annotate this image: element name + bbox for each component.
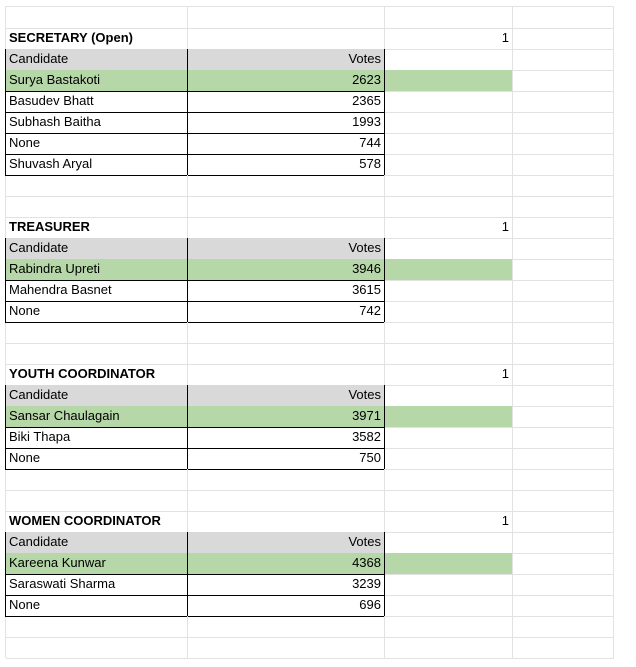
grid-cell[interactable]: [513, 511, 614, 533]
grid-cell[interactable]: [513, 616, 614, 638]
grid-cell[interactable]: [513, 133, 614, 155]
column-header-votes[interactable]: Votes: [188, 49, 385, 71]
grid-cell[interactable]: [513, 238, 614, 260]
vote-count[interactable]: 1993: [188, 112, 385, 134]
candidate-name[interactable]: Biki Thapa: [5, 427, 188, 449]
candidate-name[interactable]: Mahendra Basnet: [5, 280, 188, 302]
grid-cell[interactable]: [385, 175, 513, 197]
grid-cell[interactable]: [188, 490, 385, 512]
section-title[interactable]: WOMEN COORDINATOR: [6, 511, 188, 533]
grid-cell[interactable]: [385, 616, 513, 638]
vote-count[interactable]: 578: [188, 154, 385, 176]
grid-cell[interactable]: [385, 532, 513, 554]
grid-cell[interactable]: [188, 175, 385, 197]
section-title[interactable]: SECRETARY (Open): [6, 28, 188, 50]
section-title[interactable]: TREASURER: [6, 217, 188, 239]
grid-cell[interactable]: [385, 574, 513, 596]
vote-count[interactable]: 4368: [188, 553, 385, 575]
grid-cell[interactable]: [513, 259, 614, 281]
candidate-name[interactable]: Shuvash Aryal: [5, 154, 188, 176]
grid-cell[interactable]: [513, 532, 614, 554]
vote-count[interactable]: 3971: [188, 406, 385, 428]
grid-cell[interactable]: [385, 49, 513, 71]
candidate-name[interactable]: Subhash Baitha: [5, 112, 188, 134]
grid-cell[interactable]: [513, 637, 614, 659]
vote-count[interactable]: 744: [188, 133, 385, 155]
candidate-name[interactable]: Saraswati Sharma: [5, 574, 188, 596]
vote-count[interactable]: 2623: [188, 70, 385, 92]
winner-highlight[interactable]: [385, 70, 513, 92]
grid-cell[interactable]: [513, 217, 614, 239]
grid-cell[interactable]: [6, 196, 188, 218]
grid-cell[interactable]: [188, 343, 385, 365]
candidate-name[interactable]: None: [5, 595, 188, 617]
grid-cell[interactable]: [513, 406, 614, 428]
grid-cell[interactable]: [385, 133, 513, 155]
winner-highlight[interactable]: [385, 553, 513, 575]
grid-cell[interactable]: [385, 637, 513, 659]
candidate-name[interactable]: None: [5, 448, 188, 470]
grid-cell[interactable]: [385, 595, 513, 617]
grid-cell[interactable]: [513, 91, 614, 113]
grid-cell[interactable]: [513, 427, 614, 449]
grid-cell[interactable]: [513, 574, 614, 596]
grid-cell[interactable]: [6, 175, 188, 197]
grid-cell[interactable]: [188, 511, 385, 533]
grid-cell[interactable]: [188, 322, 385, 344]
grid-cell[interactable]: [188, 28, 385, 50]
grid-cell[interactable]: [513, 49, 614, 71]
grid-cell[interactable]: [385, 490, 513, 512]
grid-cell[interactable]: [385, 385, 513, 407]
grid-cell[interactable]: [188, 196, 385, 218]
grid-cell[interactable]: [385, 469, 513, 491]
grid-cell[interactable]: [385, 7, 513, 29]
grid-cell[interactable]: [385, 112, 513, 134]
grid-cell[interactable]: [513, 448, 614, 470]
section-marker[interactable]: 1: [385, 217, 513, 239]
grid-cell[interactable]: [188, 217, 385, 239]
grid-cell[interactable]: [513, 196, 614, 218]
grid-cell[interactable]: [513, 322, 614, 344]
candidate-name[interactable]: Sansar Chaulagain: [5, 406, 188, 428]
section-marker[interactable]: 1: [385, 364, 513, 386]
grid-cell[interactable]: [385, 427, 513, 449]
grid-cell[interactable]: [513, 154, 614, 176]
grid-cell[interactable]: [6, 616, 188, 638]
winner-highlight[interactable]: [385, 259, 513, 281]
vote-count[interactable]: 3239: [188, 574, 385, 596]
grid-cell[interactable]: [513, 385, 614, 407]
vote-count[interactable]: 696: [188, 595, 385, 617]
grid-cell[interactable]: [385, 280, 513, 302]
grid-cell[interactable]: [385, 238, 513, 260]
grid-cell[interactable]: [513, 280, 614, 302]
grid-cell[interactable]: [513, 112, 614, 134]
vote-count[interactable]: 3582: [188, 427, 385, 449]
column-header-votes[interactable]: Votes: [188, 532, 385, 554]
candidate-name[interactable]: Kareena Kunwar: [5, 553, 188, 575]
grid-cell[interactable]: [513, 70, 614, 92]
grid-cell[interactable]: [385, 448, 513, 470]
grid-cell[interactable]: [513, 7, 614, 29]
grid-cell[interactable]: [513, 553, 614, 575]
grid-cell[interactable]: [385, 301, 513, 323]
grid-cell[interactable]: [513, 469, 614, 491]
candidate-name[interactable]: Basudev Bhatt: [5, 91, 188, 113]
grid-cell[interactable]: [385, 343, 513, 365]
candidate-name[interactable]: Rabindra Upreti: [5, 259, 188, 281]
column-header-votes[interactable]: Votes: [188, 385, 385, 407]
grid-cell[interactable]: [6, 490, 188, 512]
grid-cell[interactable]: [513, 301, 614, 323]
grid-cell[interactable]: [6, 637, 188, 659]
vote-count[interactable]: 3946: [188, 259, 385, 281]
grid-cell[interactable]: [6, 469, 188, 491]
grid-cell[interactable]: [513, 343, 614, 365]
grid-cell[interactable]: [188, 469, 385, 491]
grid-cell[interactable]: [513, 490, 614, 512]
grid-cell[interactable]: [188, 7, 385, 29]
grid-cell[interactable]: [513, 364, 614, 386]
winner-highlight[interactable]: [385, 406, 513, 428]
column-header-candidate[interactable]: Candidate: [5, 49, 188, 71]
column-header-votes[interactable]: Votes: [188, 238, 385, 260]
grid-cell[interactable]: [6, 7, 188, 29]
vote-count[interactable]: 2365: [188, 91, 385, 113]
section-title[interactable]: YOUTH COORDINATOR: [6, 364, 188, 386]
vote-count[interactable]: 750: [188, 448, 385, 470]
vote-count[interactable]: 3615: [188, 280, 385, 302]
grid-cell[interactable]: [513, 28, 614, 50]
candidate-name[interactable]: Surya Bastakoti: [5, 70, 188, 92]
grid-cell[interactable]: [385, 154, 513, 176]
column-header-candidate[interactable]: Candidate: [5, 238, 188, 260]
grid-cell[interactable]: [513, 595, 614, 617]
grid-cell[interactable]: [385, 196, 513, 218]
candidate-name[interactable]: None: [5, 301, 188, 323]
grid-cell[interactable]: [385, 91, 513, 113]
grid-cell[interactable]: [188, 364, 385, 386]
grid-cell[interactable]: [6, 322, 188, 344]
grid-cell[interactable]: [385, 322, 513, 344]
column-header-candidate[interactable]: Candidate: [5, 532, 188, 554]
section-marker[interactable]: 1: [385, 511, 513, 533]
grid-cell[interactable]: [188, 637, 385, 659]
grid-cell[interactable]: [513, 175, 614, 197]
grid-cell[interactable]: [6, 343, 188, 365]
grid-cell[interactable]: [188, 616, 385, 638]
vote-count[interactable]: 742: [188, 301, 385, 323]
section-marker[interactable]: 1: [385, 28, 513, 50]
candidate-name[interactable]: None: [5, 133, 188, 155]
column-header-candidate[interactable]: Candidate: [5, 385, 188, 407]
